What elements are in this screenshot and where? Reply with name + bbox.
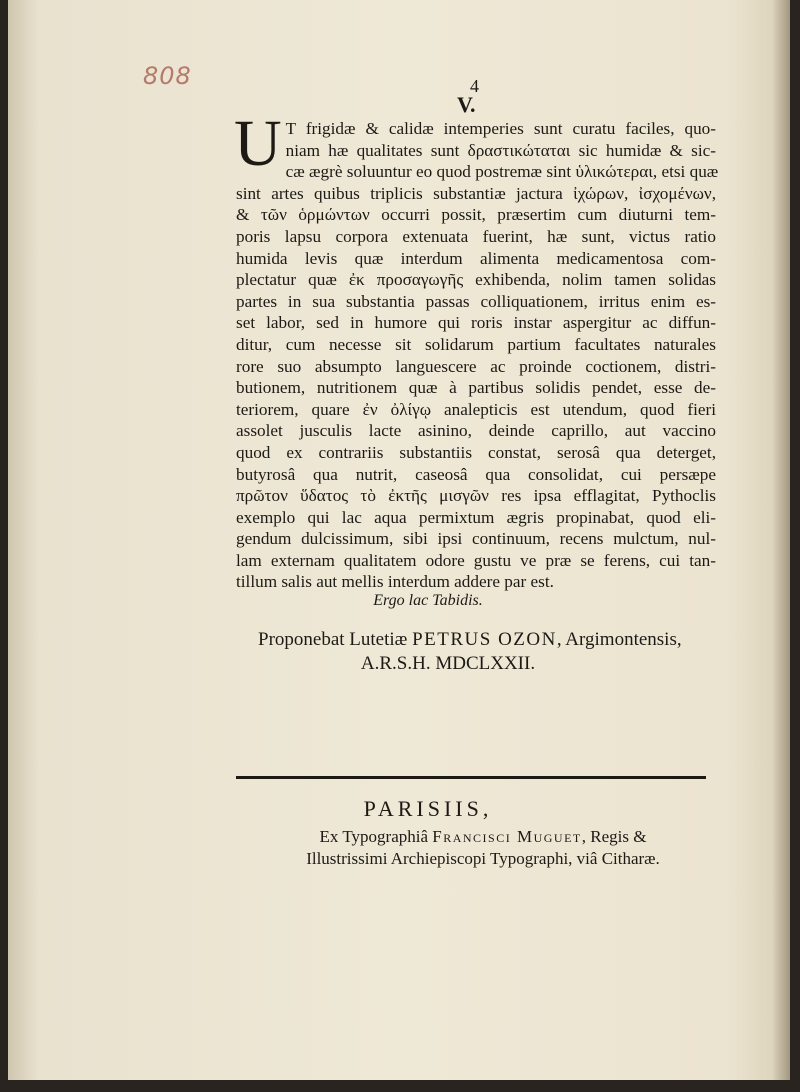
text-line: assolet jusculis lacte asinino, deinde caprillo, aut vaccino — [236, 421, 716, 441]
text-line: plectatur quæ ἐκ προσαγωγῆς exhibenda, nolim tamen solidas — [236, 270, 716, 290]
text-line: sint artes quibus triplicis substantiæ jactura ἰχώρων, ἰσχομένων, — [236, 183, 716, 203]
text-line: set labor, sed in humore qui roris instar aspergitur ac diffun- — [236, 313, 716, 333]
respondent-name: PETRUS OZON — [412, 629, 557, 650]
horizontal-rule — [236, 776, 706, 779]
respondent-statement — [258, 628, 718, 676]
text-line: poris lapsu corpora extenuata fuerint, hæ sunt, victus ratio — [236, 226, 716, 246]
text-line: cæ ægrè soluuntur eo quod postremæ sint ὑλικώτεραι, etsi quæ — [285, 162, 719, 182]
printer-name: Francisci Muguet — [432, 827, 582, 846]
text-line: πρῶτον ὕδατος τὸ ἐκτῆς μισγῶν res ipsa efflagitat, Pythoclis — [236, 486, 716, 506]
text-line: rore suo absumpto languescere ac proinde coctionem, distri- — [236, 356, 716, 376]
proponebat-prefix: Proponebat Lutetiæ — [258, 629, 413, 650]
imprint-city: PARISIIS, — [363, 796, 493, 821]
text-line: ditur, cum necesse sit solidarum partium facultates naturales — [236, 334, 716, 354]
thesis-paragraph — [234, 107, 719, 593]
imprint-address: Illustrissimi Archiepiscopi Typographi, viâ Citharæ. — [306, 849, 660, 868]
text-line: partes in sua substantia passas colliquationem, irritus enim es- — [236, 291, 716, 311]
text-line: niam hæ qualitates sunt δραστικώταται sic humidæ & sic- — [285, 140, 716, 160]
text-line: exemplo qui lac aqua permixtum ægris propinabat, quod eli- — [236, 507, 716, 527]
drop-cap-initial: U — [234, 107, 282, 180]
text-line: butionem, nutritionem quæ à partibus solidis pendet, esse de- — [236, 378, 716, 398]
page-number: 4 — [470, 76, 479, 96]
text-line: teriorem, quare ἐν ὀλίγῳ analepticis est utendum, quod fieri — [236, 399, 716, 419]
section-heading: V. — [457, 92, 476, 117]
handwritten-margin-note: 808 — [143, 62, 192, 90]
imprint-suffix: , Regis & — [581, 827, 647, 846]
text-line: lam externam qualitatem odore gustu ve præ se ferens, cui tan- — [236, 550, 716, 570]
text-line: tillum salis aut mellis interdum addere par est. — [236, 572, 554, 592]
book-page — [8, 0, 790, 1080]
printer-imprint — [263, 826, 703, 870]
proponebat-suffix: , Argimontensis, — [556, 629, 682, 650]
text-line: humida levis quæ interdum alimenta medicamentosa com- — [236, 248, 716, 268]
text-line: T frigidæ & calidæ intemperies sunt curatu faciles, quo- — [285, 119, 716, 138]
page-edge-shadow — [772, 0, 790, 1080]
date-line: A.R.S.H. MDCLXXII. — [360, 653, 536, 674]
text-line: butyrosâ qua nutrit, caseosâ qua consolidat, cui persæpe — [236, 464, 716, 484]
text-line: gendum dulcissimum, sibi ipsi continuum, recens mulctum, nul- — [236, 529, 716, 549]
text-line: & τῶν ὁρμώντων occurri possit, præsertim cum diuturni tem- — [236, 205, 716, 225]
conclusion: Ergo lac Tabidis. — [373, 592, 483, 609]
imprint-prefix: Ex Typographiâ — [319, 827, 433, 846]
text-line: quod ex contrariis substantiis constat, serosâ qua deterget, — [236, 442, 716, 462]
